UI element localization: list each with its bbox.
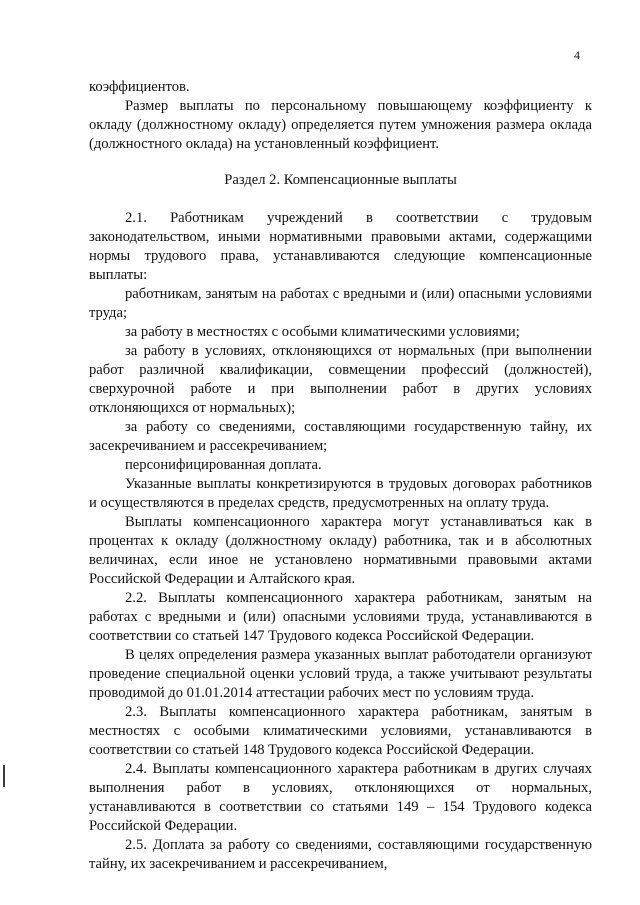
list-item-harmful-conditions: работникам, занятым на работах с вредными и (или) опасными условиями труда; (89, 286, 592, 321)
paragraph-special-assessment: В целях определения размера указанных выплат работодатели организуют проведение специальной оценки условий труда, а также учитывают результаты проводимой до 01.01.2014 аттестации рабочих мест по условиям труда. (89, 647, 592, 701)
paragraph-2-5: 2.5. Доплата за работу со сведениями, составляющими государственную тайну, их засекречиванием и рассекречиванием, (89, 837, 592, 872)
paragraph-specified-payments: Указанные выплаты конкретизируются в трудовых договорах работников и осуществляются в пределах средств, предусмотренных на оплату труда. (89, 476, 592, 511)
paragraph-2-4: 2.4. Выплаты компенсационного характера работникам в других случаях выполнения работ в условиях, отклоняющихся от нормальных, устанавливаются в соответствии со статьями 149 – 154 Трудового кодекса Российской Федерации. (89, 761, 592, 834)
paragraph-2-1: 2.1. Работникам учреждений в соответствии с трудовым законодательством, иными нормативными правовыми актами, содержащими нормы трудового права, устанавливаются следующие компенсационные выплаты: (89, 210, 592, 283)
paragraph-coefficient-size: Размер выплаты по персональному повышающему коэффициенту к окладу (должностному окладу) определяется путем умножения размера оклада (должностного оклада) на установленный коэффициент. (89, 98, 592, 152)
page-number: 4 (574, 48, 580, 62)
list-item-abnormal-conditions: за работу в условиях, отклоняющихся от нормальных (при выполнении работ различной квалификации, совмещении профессий (должностей), сверхурочной работе и при выполнении работ в других условиях отклоняющихся от нормальных); (89, 343, 592, 416)
section-heading: Раздел 2. Компенсационные выплаты (224, 172, 457, 188)
list-item-state-secret: за работу со сведениями, составляющими государственную тайну, их засекречиванием и рассекречиванием; (89, 419, 592, 454)
paragraph-2-2: 2.2. Выплаты компенсационного характера работникам, занятым на работах с вредными и (или) опасными условиями труда, устанавливаются в соответствии со статьей 147 Трудового кодекса Российской Федерации. (89, 590, 592, 644)
list-item-climatic-conditions: за работу в местностях с особыми климатическими условиями; (125, 324, 520, 340)
document-body (89, 78, 592, 874)
list-item-personal-allowance: персонифицированная доплата. (125, 457, 322, 473)
scan-margin-mark (3, 765, 5, 787)
paragraph-continuation: коэффициентов. (89, 79, 190, 95)
paragraph-2-3: 2.3. Выплаты компенсационного характера работникам, занятым в местностях с особыми климатическими условиями, устанавливаются в соответствии со статьей 148 Трудового кодекса Российской Федерации. (89, 704, 592, 758)
paragraph-payment-forms: Выплаты компенсационного характера могут устанавливаться как в процентах к окладу (должностному окладу) работника, так и в абсолютных величинах, если иное не установлено нормативными правовыми актами Российской Федерации и Алтайского края. (89, 514, 592, 587)
